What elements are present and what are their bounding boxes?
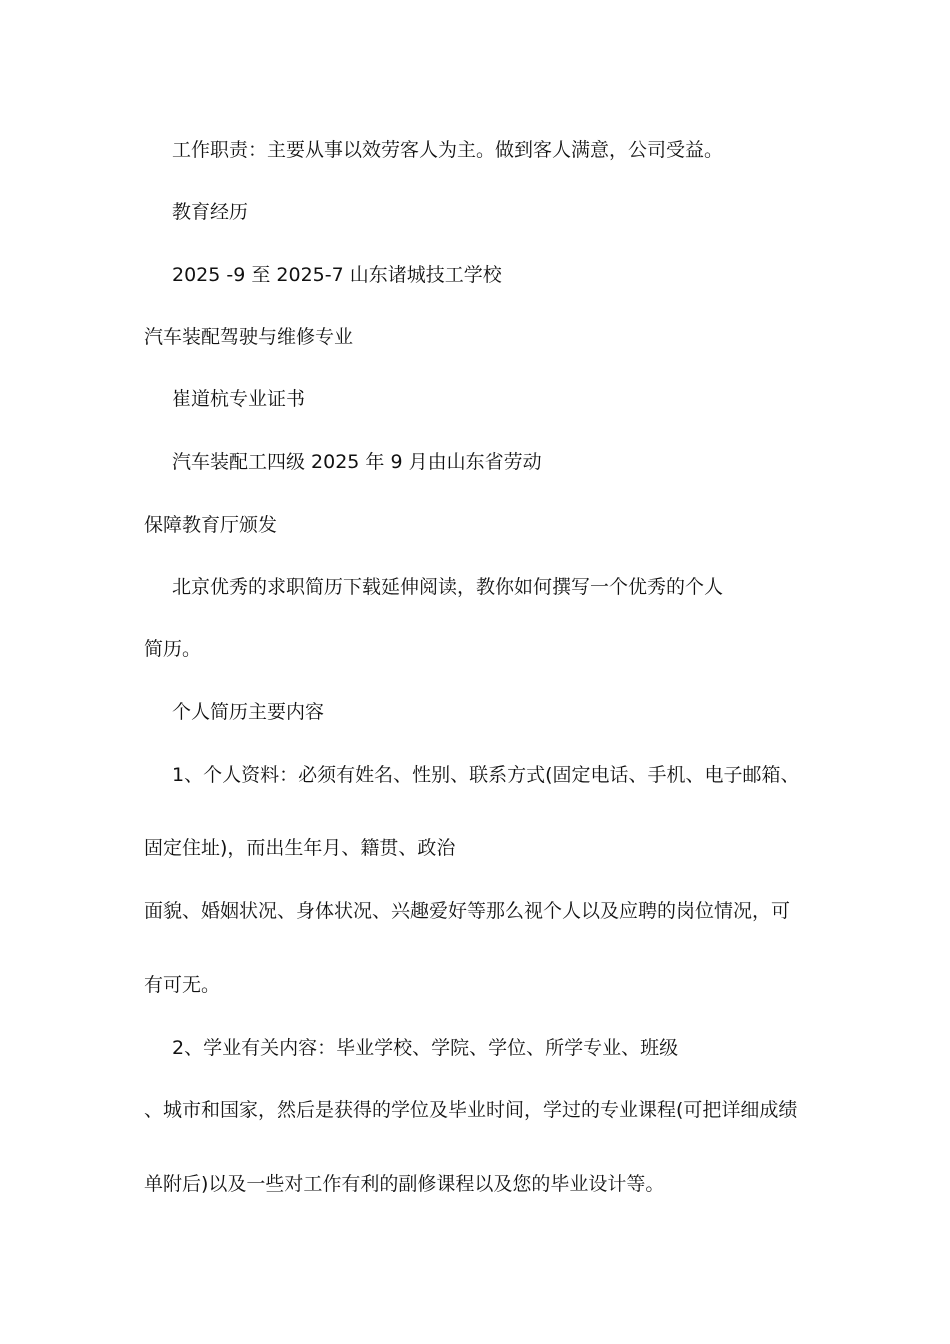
item-1-line-3: 面貌、婚姻状况、身体状况、兴趣爱好等那么视个人以及应聘的岗位情况，可 [144, 900, 791, 922]
education-dates-school: 2025 -9 至 2025-7 山东诸城技工学校 [172, 264, 502, 286]
education-heading: 教育经历 [172, 201, 249, 223]
item-2-line-1: 2、学业有关内容：毕业学校、学院、学位、所学专业、班级 [172, 1037, 679, 1059]
certificate-line-2: 保障教育厅颁发 [144, 514, 278, 536]
item-1-line-4: 有可无。 [144, 974, 221, 996]
certificate-heading: 崔道杭专业证书 [172, 388, 306, 410]
education-major: 汽车装配驾驶与维修专业 [144, 326, 354, 348]
job-duties-line: 工作职责：主要从事以效劳客人为主。做到客人满意，公司受益。 [172, 139, 724, 161]
item-1-line-1: 1、个人资料：必须有姓名、性别、联系方式(固定电话、手机、电子邮箱、 [172, 764, 800, 786]
item-1-line-2: 固定住址)，而出生年月、籍贯、政治 [144, 837, 456, 859]
item-2-line-3: 单附后)以及一些对工作有利的副修课程以及您的毕业设计等。 [144, 1173, 665, 1195]
item-2-line-2: 、城市和国家，然后是获得的学位及毕业时间，学过的专业课程(可把详细成绩 [144, 1099, 798, 1121]
resume-content-heading: 个人简历主要内容 [172, 701, 325, 723]
certificate-line-1: 汽车装配工四级 2025 年 9 月由山东省劳动 [172, 451, 542, 473]
reading-intro-line-2: 简历。 [144, 638, 202, 660]
reading-intro-line-1: 北京优秀的求职简历下载延伸阅读，教你如何撰写一个优秀的个人 [172, 576, 724, 598]
